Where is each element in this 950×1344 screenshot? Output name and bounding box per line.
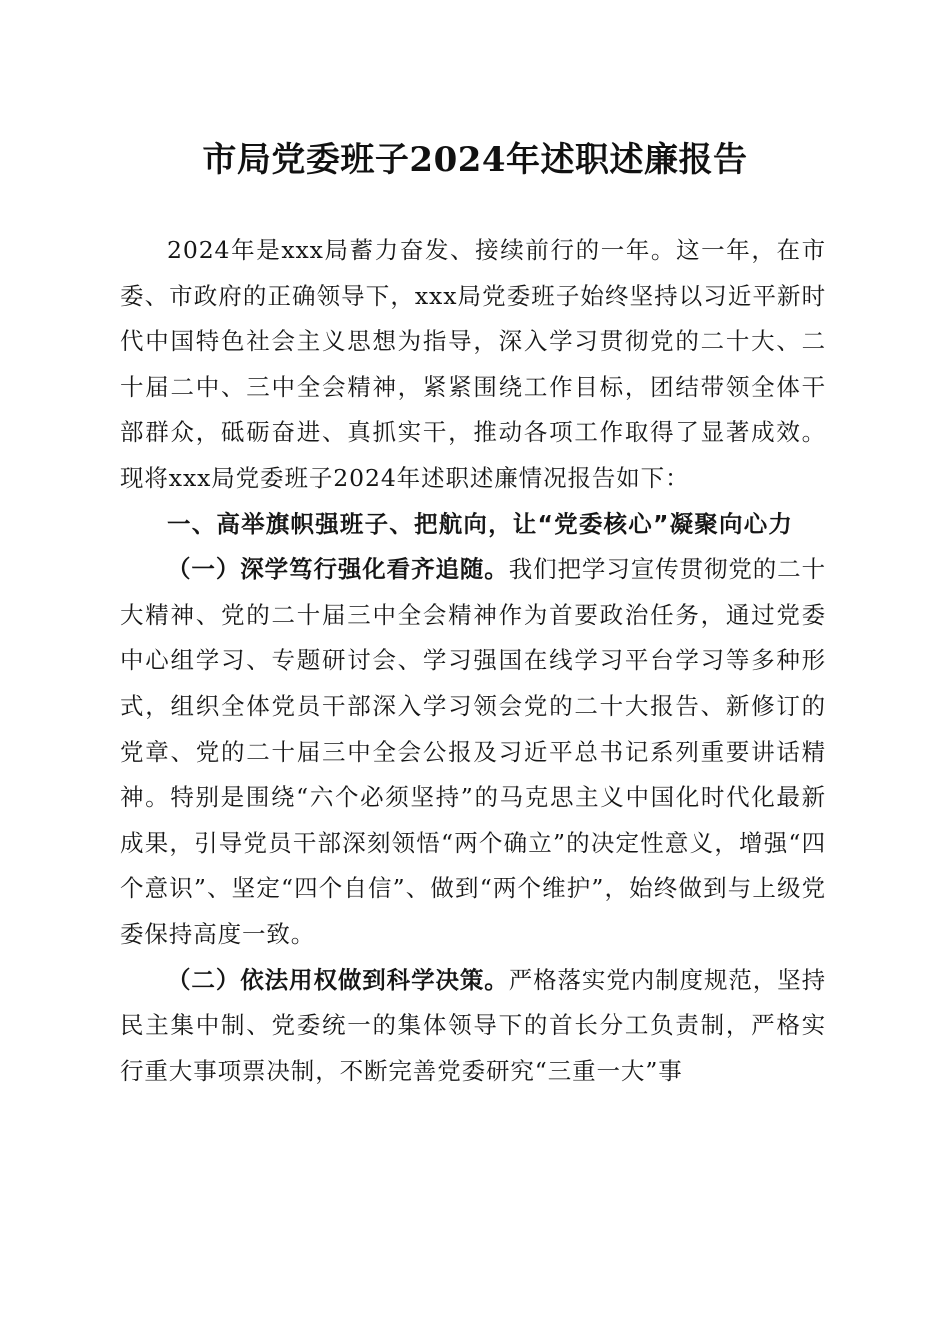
intro-paragraph: 2024年是xxx局蓄力奋发、接续前行的一年。这一年，在市委、市政府的正确领导下，xxx局党委班子始终坚持以习近平新时代中国特色社会主义思想为指导，深入学习贯彻党的二十大、二十届二中、三中全会精神，紧紧围绕工作目标，团结带领全体干部群众，砥砺奋进、真抓实干，推动各项工作取得了显著成效。现将xxx局党委班子2024年述职述廉情况报告如下： bbox=[120, 236, 826, 492]
section-1-item-1-text: 我们把学习宣传贯彻党的二十大精神、党的二十届三中全会精神作为首要政治任务，通过党委中心组学习、专题研讨会、学习强国在线学习平台学习等多种形式，组织全体党员干部深入学习领会党的二十大报告、新修订的党章、党的二十届三中全会公报及习近平总书记系列重要讲话精神。特别是围绕“六个必须坚持”的马克思主义中国化时代化最新成果，引导党员干部深刻领悟“两个确立”的决定性意义，增强“四个意识”、坚定“四个自信”、做到“两个维护”，始终做到与上级党委保持高度一致。 bbox=[120, 555, 826, 948]
section-1-item-2-label: （二）依法用权做到科学决策。 bbox=[167, 965, 509, 994]
document-body bbox=[120, 228, 826, 1094]
section-1-heading: 一、高举旗帜强班子、把航向，让“党委核心”凝聚向心力 bbox=[167, 509, 794, 538]
document-title: 市局党委班子2024年述职述廉报告 bbox=[202, 140, 748, 180]
section-1-item-1-label: （一）深学笃行强化看齐追随。 bbox=[167, 555, 509, 584]
section-1-item-2-paragraph bbox=[120, 958, 826, 1095]
section-1-item-1-paragraph bbox=[120, 547, 826, 957]
section-1-item-2-text: 严格落实党内制度规范，坚持民主集中制、党委统一的集体领导下的首长分工负责制，严格实行重大事项票决制，不断完善党委研究“三重一大”事 bbox=[120, 965, 826, 1085]
